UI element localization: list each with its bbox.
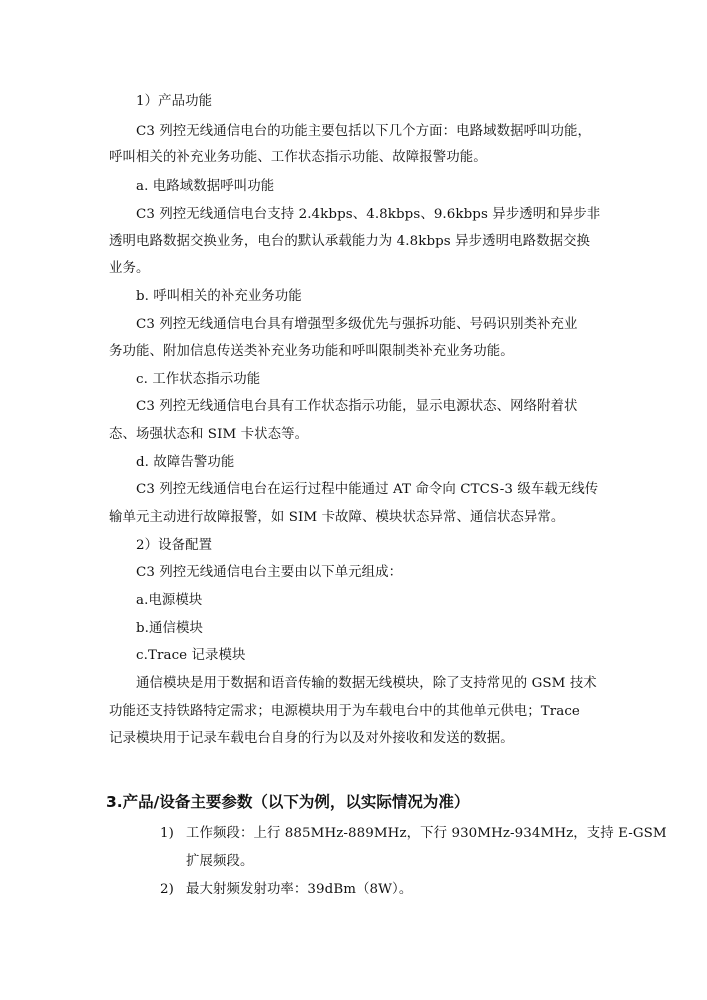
param-1-line-2: 扩展频段。 xyxy=(186,854,254,869)
item-b-line-2: 务功能、附加信息传送类补充业务功能和呼叫限制类补充业务功能。 xyxy=(109,344,514,359)
param-1-number: 1) xyxy=(160,826,174,841)
section-1-heading: 1）产品功能 xyxy=(136,94,213,109)
item-c-line-2: 态、场强状态和 SIM 卡状态等。 xyxy=(109,427,309,442)
item-d-line-2: 输单元主动进行故障报警，如 SIM 卡故障、模块状态异常、通信状态异常。 xyxy=(109,510,565,525)
item-d-line-1: C3 列控无线通信电台在运行过程中能通过 AT 命令向 CTCS-3 级车载无线传 xyxy=(136,482,599,497)
item-a-line-2: 透明电路数据交换业务，电台的默认承载能力为 4.8kbps 异步透明电路数据交换 xyxy=(109,234,591,249)
section-1-intro-line-1: C3 列控无线通信电台的功能主要包括以下几个方面：电路域数据呼叫功能， xyxy=(136,124,592,139)
param-2-number: 2) xyxy=(160,882,174,897)
unit-power-module: a.电源模块 xyxy=(136,593,203,608)
item-a-heading: a. 电路域数据呼叫功能 xyxy=(136,179,275,194)
param-2-line-1: 最大射频发射功率：39dBm（8W）。 xyxy=(186,882,413,897)
item-a-line-3: 业务。 xyxy=(109,261,150,276)
section-1-intro-line-2: 呼叫相关的补充业务功能、工作状态指示功能、故障报警功能。 xyxy=(109,150,487,165)
unit-trace-module: c.Trace 记录模块 xyxy=(136,648,246,663)
section-2-desc-line-3: 记录模块用于记录车载电台自身的行为以及对外接收和发送的数据。 xyxy=(109,731,514,746)
section-3-title: 3.产品/设备主要参数（以下为例，以实际情况为准） xyxy=(106,793,470,811)
item-d-heading: d. 故障告警功能 xyxy=(136,455,235,470)
section-2-heading: 2）设备配置 xyxy=(136,538,213,553)
item-a-line-1: C3 列控无线通信电台支持 2.4kbps、4.8kbps、9.6kbps 异步透明和异步非 xyxy=(136,207,601,222)
section-2-intro: C3 列控无线通信电台主要由以下单元组成： xyxy=(136,565,403,580)
param-1-line-1: 工作频段：上行 885MHz-889MHz，下行 930MHz-934MHz，支持 E-GSM xyxy=(186,826,667,841)
item-c-line-1: C3 列控无线通信电台具有工作状态指示功能，显示电源状态、网络附着状 xyxy=(136,399,578,414)
item-b-heading: b. 呼叫相关的补充业务功能 xyxy=(136,289,302,304)
section-2-desc-line-1: 通信模块是用于数据和语音传输的数据无线模块，除了支持常见的 GSM 技术 xyxy=(136,676,597,691)
item-b-line-1: C3 列控无线通信电台具有增强型多级优先与强拆功能、号码识别类补充业 xyxy=(136,317,578,332)
section-2-desc-line-2: 功能还支持铁路特定需求；电源模块用于为车载电台中的其他单元供电；Trace xyxy=(109,704,580,719)
item-c-heading: c. 工作状态指示功能 xyxy=(136,372,261,387)
unit-communication-module: b.通信模块 xyxy=(136,621,203,636)
